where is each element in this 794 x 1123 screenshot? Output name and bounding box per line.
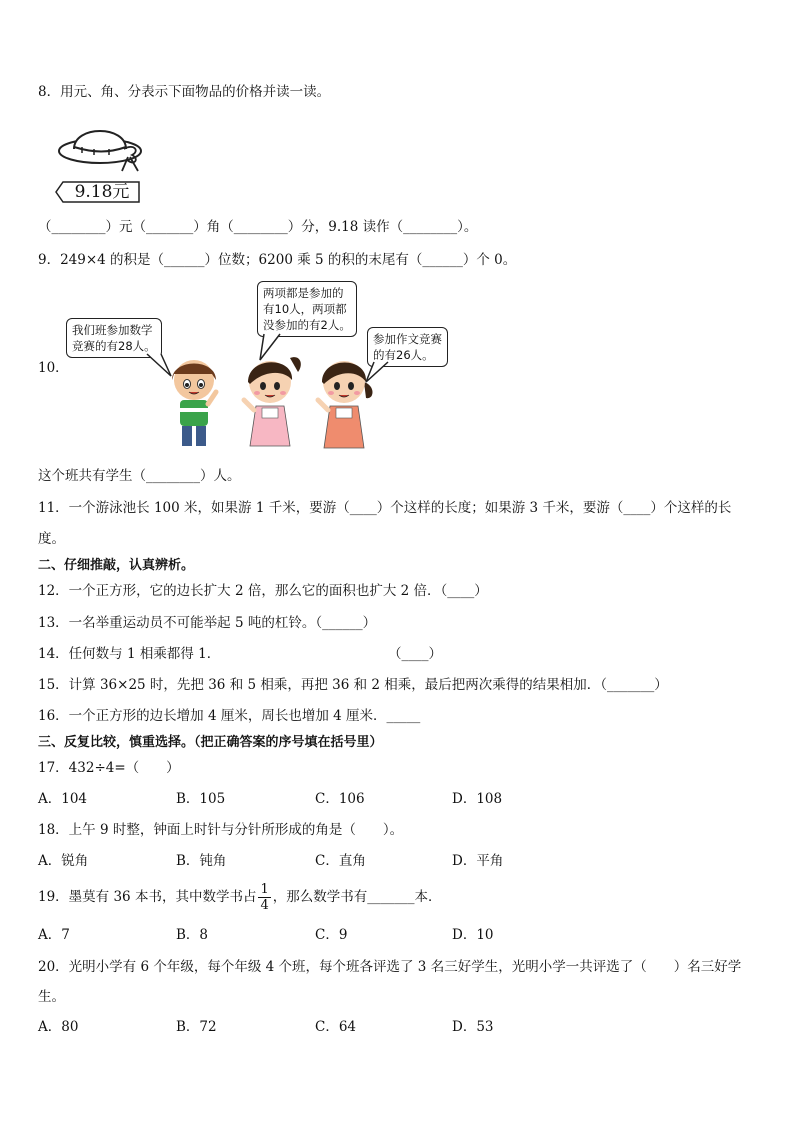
q19-fraction xyxy=(258,882,270,913)
q20-line1: 20．光明小学有 6 个年级，每个年级 4 个班，每个班各评选了 3 名三好学生，光明小学一共评选了（ ）名三好学 xyxy=(38,959,742,975)
q10-number: 10． xyxy=(38,360,69,376)
section2-heading: 二、仔细推敲，认真辨析。 xyxy=(38,558,195,573)
price-tag-label: 9.18元 xyxy=(74,182,130,202)
q18-text: 18．上午 9 时整，钟面上时针与分针所形成的角是（ ）。 xyxy=(38,822,404,838)
q19-option-c[interactable]: C．9 xyxy=(315,927,348,943)
speech-bubble-boy-text: 我们班参加数学 竞赛的有28人。 xyxy=(72,323,156,353)
q18-option-d[interactable]: D．平角 xyxy=(452,853,504,869)
price-tag xyxy=(55,181,140,203)
q20-option-a[interactable]: A．80 xyxy=(38,1019,79,1035)
q16-text: 16．一个正方形的边长增加 4 厘米，周长也增加 4 厘米．_____ xyxy=(38,708,421,724)
q11-line2: 度。 xyxy=(38,531,65,547)
q12-text: 12．一个正方形，它的边长扩大 2 倍，那么它的面积也扩大 2 倍．（____） xyxy=(38,583,488,599)
q20-option-c[interactable]: C．64 xyxy=(315,1019,357,1035)
q18-option-c[interactable]: C．直角 xyxy=(315,853,366,869)
q17-option-a[interactable]: A．104 xyxy=(38,791,88,807)
q19-fraction-numerator: 1 xyxy=(260,882,269,897)
q19-fraction-denominator: 4 xyxy=(260,898,269,913)
q15-text: 15．计算 36×25 时，先把 36 和 5 相乘，再把 36 和 2 相乘，最后把两次乘得的结果相加．（_______） xyxy=(38,677,668,693)
q19-text-after: ，那么数学书有_______本． xyxy=(272,889,442,905)
q17-option-c[interactable]: C．106 xyxy=(315,791,365,807)
speech-bubble-girl1 xyxy=(257,281,357,337)
q8-answer-line: （________）元（_______）角（________）分，9.18 读作（________）。 xyxy=(38,219,478,235)
q17-option-b[interactable]: B．105 xyxy=(176,791,226,807)
q18-option-a[interactable]: A．锐角 xyxy=(38,853,89,869)
q14-text: 14．任何数与 1 相乘都得 1． xyxy=(38,646,221,662)
girl2-illustration xyxy=(312,352,376,454)
speech-bubble-girl2-text: 参加作文竞赛 的有26人。 xyxy=(373,332,442,362)
q18-option-b[interactable]: B．钝角 xyxy=(176,853,227,869)
hat-illustration xyxy=(54,113,154,175)
q19-option-b[interactable]: B．8 xyxy=(176,927,209,943)
girl1-illustration xyxy=(240,350,304,454)
q20-option-b[interactable]: B．72 xyxy=(176,1019,217,1035)
q20-line2: 生。 xyxy=(38,989,65,1005)
q13-text: 13．一名举重运动员不可能举起 5 吨的杠铃。（______） xyxy=(38,615,377,631)
speech-bubble-girl1-text: 两项都是参加的 有10人，两项都 没参加的有2人。 xyxy=(263,286,351,332)
q14-blank: （____） xyxy=(388,646,442,662)
q19-option-a[interactable]: A．7 xyxy=(38,927,70,943)
section3-heading: 三、反复比较，慎重选择。（把正确答案的序号填在括号里） xyxy=(38,735,383,750)
q20-option-d[interactable]: D．53 xyxy=(452,1019,494,1035)
q17-text: 17．432÷4=（ ） xyxy=(38,760,180,776)
q9-text: 9．249×4 的积是（______）位数；6200 乘 5 的积的末尾有（______）个 0。 xyxy=(38,252,517,268)
q19-option-d[interactable]: D．10 xyxy=(452,927,494,943)
q11-line1: 11．一个游泳池长 100 米，如果游 1 千米，要游（____）个这样的长度；如果游 3 千米，要游（____）个这样的长 xyxy=(38,500,732,516)
q10-answer: 这个班共有学生（________）人。 xyxy=(38,468,241,484)
q19-text-before: 19．墨莫有 36 本书，其中数学书占 xyxy=(38,889,257,905)
q19-text xyxy=(38,879,441,915)
q17-option-d[interactable]: D．108 xyxy=(452,791,503,807)
boy-illustration xyxy=(166,358,224,452)
q8-prompt: 8．用元、角、分表示下面物品的价格并读一读。 xyxy=(38,84,331,100)
